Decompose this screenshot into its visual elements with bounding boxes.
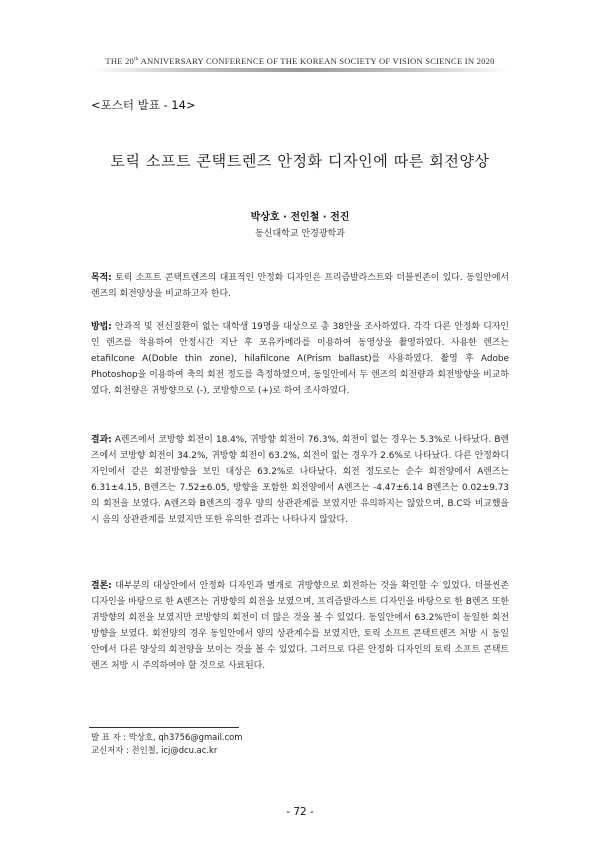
conclusion-text: 대부분의 대상안에서 안정화 디자인과 별개로 귀방향으로 회전하는 것을 확인할 수 있었다. 더블씬존 디자인을 바탕으로 한 A렌즈는 귀방향의 회전을 보였으며, 프리즘발라스트 디자인을 바탕으로 한 B렌즈 또한 귀방향의 회전을 보였지만 코방향의 회전이 더 많은 것을 볼 수 있었다. 동일안에서 63.2%만이 동일한 회전방향을 보였다. 회전양의 경우 동일안에서 양의 상관계수를 보였지만, 토릭 소프트 콘택트렌즈 처방 시 동일안에서 다른 양상의 회전양을 보이는 것을 볼 수 있었다. 그러므로 다른 안정화 디자인의 토릭 소프트 콘택트렌즈 처방 시 주의하여야 할 것으로 사료된다.: [91, 581, 509, 671]
conclusion-section: [91, 579, 509, 674]
result-text: A렌즈에서 코방향 회전이 18.4%, 귀방향 회전이 76.3%, 회전이 없는 경우는 5.3%로 나타났다. B렌즈에서 코방향 회전이 34.2%, 귀방향 회전이 63.2%, 회전이 없는 경우가 2.6%로 나타났다. 다른 안정화디자인에서 같은 회전방향을 보인 대상은 63.2%로 나타났다. 회전 정도로는 순수 회전양에서 A렌즈는 6.31±4.15, B렌즈는 7.52±6.05, 방향을 포함한 회전양에서 A렌즈는 -4.47±6.14 B렌즈는 0.02±9.73의 회전을 보였다. A렌즈와 B렌즈의 경우 양의 상관관계를 보였지만 유의하지는 않았으며, B.C와 비교했을 시 음의 상관관계를 보였지만 또한 유의한 결과는 나타나지 않았다.: [91, 435, 509, 525]
result-section: [91, 433, 509, 528]
presenter-line: 발 표 자 : 박상호, qh3756@gmail.com: [91, 732, 243, 742]
footnote: [91, 731, 242, 756]
conclusion-label: 결론:: [91, 581, 112, 591]
method-text: 안과적 및 전신질환이 없는 대학생 19명을 대상으로 총 38안을 조사하였다. 각각 다른 안정화 디자인인 렌즈를 착용하여 안정시간 지난 후 포유카메라를 이용하여 동영상을 촬영하였다. 사용한 렌즈는 etafilcone A(Doble thin zone), hilafilcone A(Prism ballast)를 사용하였다. 촬영 후 Adobe Photoshop을 이용하여 축의 회전 정도를 측정하였으며, 동일안에서 두 렌즈의 회전량과 회전방향을 비교하였다. 회전량은 귀방향으로 (-), 코방향으로 (+)로 하여 조사하였다.: [91, 322, 509, 396]
header-divider: [90, 68, 510, 72]
paper-title: 토릭 소프트 콘택트렌즈 안정화 디자인에 따른 회전양상: [110, 152, 490, 170]
conference-header: [0, 56, 600, 66]
header-superscript: th: [134, 56, 139, 63]
page-number: - 72 -: [286, 806, 314, 818]
header-suffix: ANNIVERSARY CONFERENCE OF THE KOREAN SOCIETY OF VISION SCIENCE IN 2020: [138, 56, 495, 66]
purpose-label: 목적:: [91, 273, 112, 283]
purpose-text: 토릭 소프트 콘택트렌즈의 대표적인 안정화 디자인은 프리즘발라스트와 더블씬존이 있다. 동일안에서 렌즈의 회전양상을 비교하고자 한다.: [91, 273, 509, 299]
result-label: 결과:: [91, 435, 112, 445]
method-label: 방법:: [91, 322, 112, 332]
footnote-divider: [89, 727, 239, 728]
affiliation: 동신대학교 안경광학과: [255, 229, 345, 239]
purpose-section: [91, 271, 509, 303]
method-section: [91, 320, 509, 400]
poster-number: <포스터 발표 - 14>: [91, 98, 196, 112]
corresponding-author-line: 교신저자 : 전인철, icj@dcu.ac.kr: [91, 744, 218, 755]
header-prefix: THE 20: [105, 56, 135, 66]
author-list: 박상호 · 전인철 · 전진: [250, 212, 350, 223]
